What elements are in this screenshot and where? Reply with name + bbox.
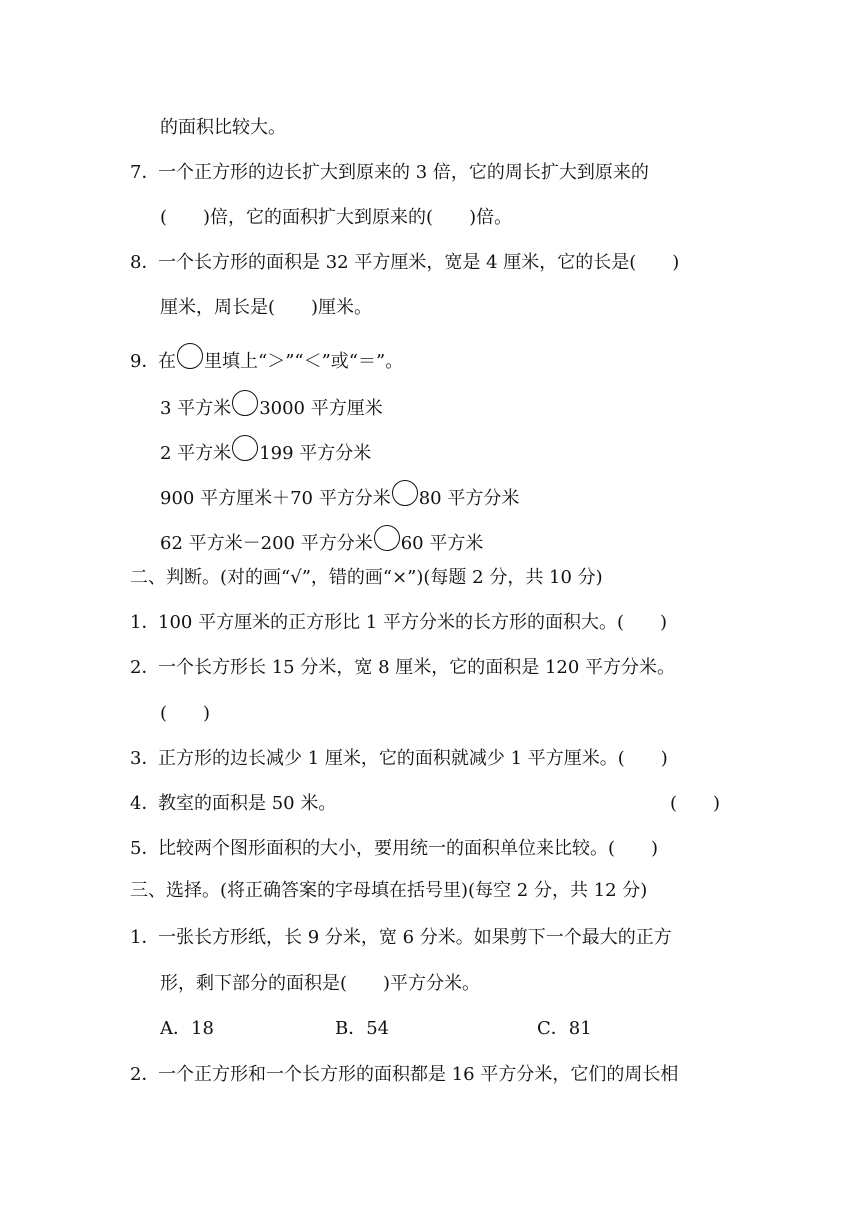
item-number: 5． [130,838,160,859]
answer-bracket[interactable]: ( ) [670,793,721,814]
item-number: 4． [130,793,160,814]
compare-right: 3000 平方厘米 [259,398,383,419]
option-a[interactable]: A．18 [160,1018,214,1039]
question-number: 7． [130,162,160,183]
question-8 [130,251,679,275]
compare-item [160,390,383,421]
compare-left: 900 平方厘米＋70 平方分米 [160,488,391,509]
question-number: 8． [130,252,160,273]
compare-left: 3 平方米 [160,398,232,419]
choice-question-2 [130,1063,678,1087]
question-number: 2． [130,1064,160,1085]
judge-item-5 [130,837,658,861]
compare-right: 80 平方分米 [418,488,520,509]
continued-text: 的面积比较大。 [160,117,286,138]
compare-circle-blank[interactable] [374,525,400,551]
compare-circle-blank[interactable] [232,435,258,461]
section-heading-choice: 三、选择。(将正确答案的字母填在括号里)(每空 2 分，共 12 分) [130,880,648,901]
question-suffix: 里填上“＞”“＜”或“＝”。 [204,351,404,372]
item-text: 100 平方厘米的正方形比 1 平方分米的长方形的面积大。( ) [158,612,668,633]
compare-right: 199 平方分米 [259,443,372,464]
question-7-line-2: ( )倍，它的面积扩大到原来的( )倍。 [160,207,513,228]
section-heading-judge: 二、判断。(对的画“√”，错的画“×”)(每题 2 分，共 10 分) [130,567,603,588]
item-number: 1． [130,612,160,633]
item-number: 2． [130,657,160,678]
question-number: 9． [130,351,160,372]
question-prefix: 在 [158,351,176,372]
compare-item [160,480,519,511]
question-7 [130,161,649,185]
option-c[interactable]: C．81 [537,1018,592,1039]
judge-item-3 [130,747,668,771]
compare-left: 62 平方米－200 平方分米 [160,533,373,554]
compare-item [160,435,371,466]
question-text: 一个正方形的边长扩大到原来的 3 倍，它的周长扩大到原来的 [158,162,649,183]
judge-item-2 [130,656,675,680]
choice-question-1-line-2: 形，剩下部分的面积是( )平方分米。 [160,973,481,994]
question-9 [130,343,403,374]
question-8-line-2: 厘米，周长是( )厘米。 [160,297,373,318]
compare-right: 60 平方米 [400,533,484,554]
option-b[interactable]: B．54 [335,1018,390,1039]
item-text: 教室的面积是 50 米。 [158,793,337,814]
item-text: 正方形的边长减少 1 厘米，它的面积就减少 1 平方厘米。( ) [158,748,668,769]
compare-item [160,525,483,556]
answer-bracket[interactable]: ( ) [160,703,211,724]
question-text: 一张长方形纸，长 9 分米，宽 6 分米。如果剪下一个最大的正方 [158,927,672,948]
item-text: 一个长方形长 15 分米，宽 8 厘米，它的面积是 120 平方分米。 [158,657,676,678]
compare-circle-blank[interactable] [392,480,418,506]
item-number: 3． [130,748,160,769]
question-text: 一个长方形的面积是 32 平方厘米，宽是 4 厘米，它的长是( ) [158,252,680,273]
item-text: 比较两个图形面积的大小，要用统一的面积单位来比较。( ) [158,838,659,859]
compare-circle-blank[interactable] [232,390,258,416]
question-number: 1． [130,927,160,948]
judge-item-4 [130,792,336,816]
choice-question-1 [130,926,672,950]
question-text: 一个正方形和一个长方形的面积都是 16 平方分米，它们的周长相 [158,1064,679,1085]
judge-item-1 [130,611,667,635]
compare-circle-icon [177,343,203,369]
compare-left: 2 平方米 [160,443,232,464]
